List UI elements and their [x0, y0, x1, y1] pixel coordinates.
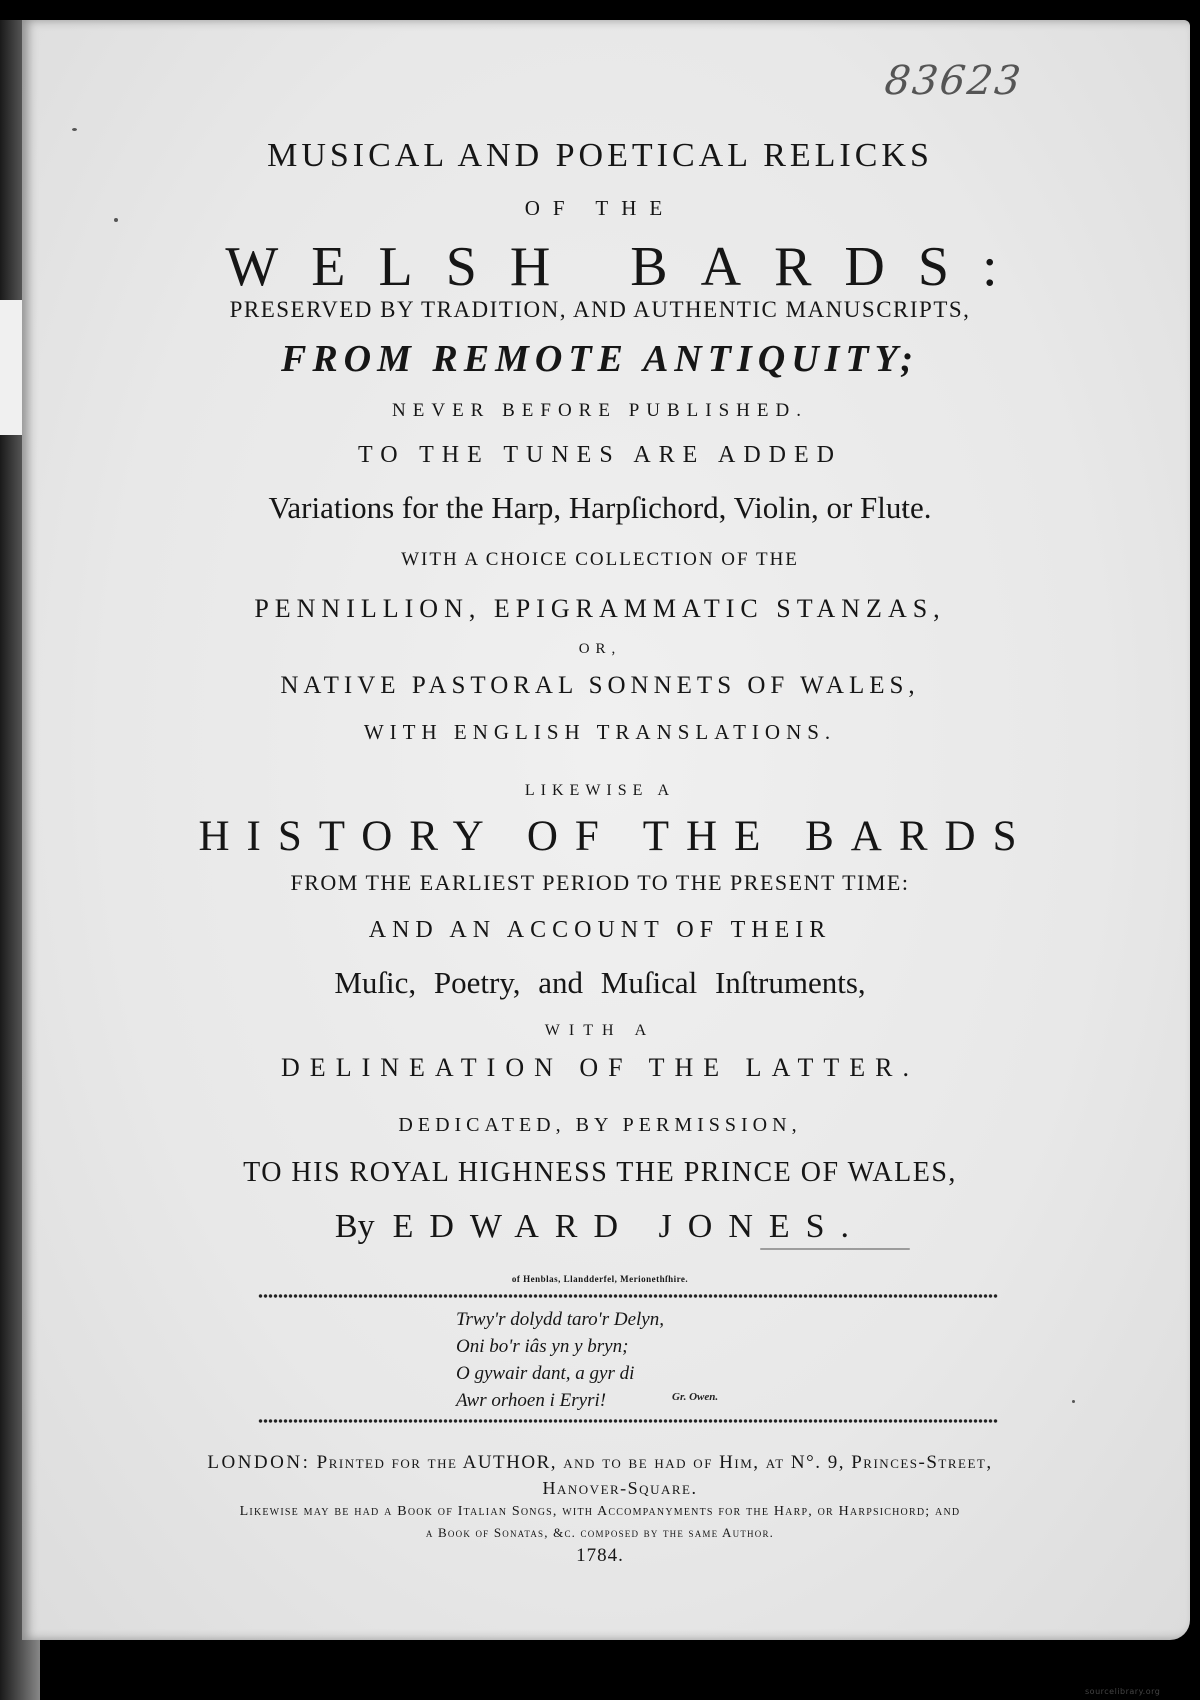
subtitle-preserved: PRESERVED BY TRADITION, AND AUTHENTIC MANUSCRIPTS, [229, 297, 971, 322]
imprint-line-1 [0, 1452, 1200, 1474]
paper-speck [72, 128, 77, 131]
dedication-label: DEDICATED, BY PERMISSION, [398, 1114, 802, 1136]
ornamental-rule-top [258, 1293, 998, 1299]
imprint-year: 1784. [576, 1545, 624, 1566]
subtitle-account: AND AN ACCOUNT OF THEIR [368, 917, 832, 943]
imprint-line-2: Hanover-Square. [542, 1478, 698, 1498]
ornamental-rule-bottom [258, 1418, 998, 1424]
subtitle-variations: Variations for the Harp, Harpſichord, Violin, or Flute. [268, 490, 932, 525]
subtitle-likewise: LIKEWISE A [524, 782, 676, 799]
subtitle-earliest-period: FROM THE EARLIEST PERIOD TO THE PRESENT TIME: [290, 870, 910, 895]
epigraph-line: Trwy'r dolydd taro'r Delyn, [456, 1309, 664, 1330]
subtitle-never-published: NEVER BEFORE PUBLISHED. [392, 400, 808, 421]
epigraph [456, 1306, 664, 1414]
imprint-advert-line-2: a Book of Sonatas, &c. composed by the same Author. [425, 1525, 775, 1540]
handwritten-accession-number: 83623 [882, 58, 1025, 104]
author-name: EDWARD JONES. [392, 1208, 866, 1245]
source-watermark: sourcelibrary.org [1085, 1687, 1161, 1696]
epigraph-line: Awr orhoen i Eryri! [456, 1390, 607, 1411]
paper-speck [1072, 1400, 1075, 1403]
epigraph-attribution: Gr. Owen. [672, 1391, 719, 1403]
subtitle-music-poetry: Muſic, Poetry, and Muſical Inſtruments, [334, 965, 866, 1000]
subtitle-pastoral-sonnets: NATIVE PASTORAL SONNETS OF WALES, [280, 672, 920, 699]
subtitle-pennillion: PENNILLION, EPIGRAMMATIC STANZAS, [254, 594, 946, 623]
subtitle-delineation: DELINEATION OF THE LATTER. [281, 1053, 919, 1082]
epigraph-line: Oni bo'r iâs yn y bryn; [456, 1336, 629, 1357]
subtitle-remote-antiquity: FROM REMOTE ANTIQUITY; [280, 338, 920, 380]
dedication-recipient: TO HIS ROYAL HIGHNESS THE PRINCE OF WALES, [243, 1157, 957, 1188]
subtitle-english-translations: WITH ENGLISH TRANSLATIONS. [363, 720, 837, 744]
imprint-city: LONDON: [207, 1452, 311, 1473]
subtitle-with-a: WITH A [544, 1022, 656, 1039]
pencil-mark [760, 1248, 910, 1250]
author-line [0, 1208, 1200, 1246]
subtitle-choice-collection: WITH A CHOICE COLLECTION OF THE [401, 549, 799, 570]
subtitle-tunes-added: TO THE TUNES ARE ADDED [357, 442, 842, 468]
title-main: MUSICAL AND POETICAL RELICKS [267, 137, 933, 174]
imprint-printer: Printed for the AUTHOR, and to be had of Him, at N°. 9, Princes-Street, [316, 1452, 993, 1473]
title-of-the: OF THE [524, 196, 676, 220]
author-by: By [334, 1208, 375, 1245]
epigraph-line: O gywair dant, a gyr di [456, 1363, 635, 1384]
author-origin: of Henblas, Llandderfel, Merionethſhire. [511, 1274, 689, 1284]
title-welsh-bards: WELSH BARDS: [225, 236, 1031, 298]
imprint-advert-line-1: Likewise may be had a Book of Italian Songs, with Accompanyments for the Harp, or Harpsichord; and [239, 1504, 961, 1519]
title-history-of-bards: HISTORY OF THE BARDS [198, 813, 1034, 860]
subtitle-or: OR, [578, 641, 622, 657]
